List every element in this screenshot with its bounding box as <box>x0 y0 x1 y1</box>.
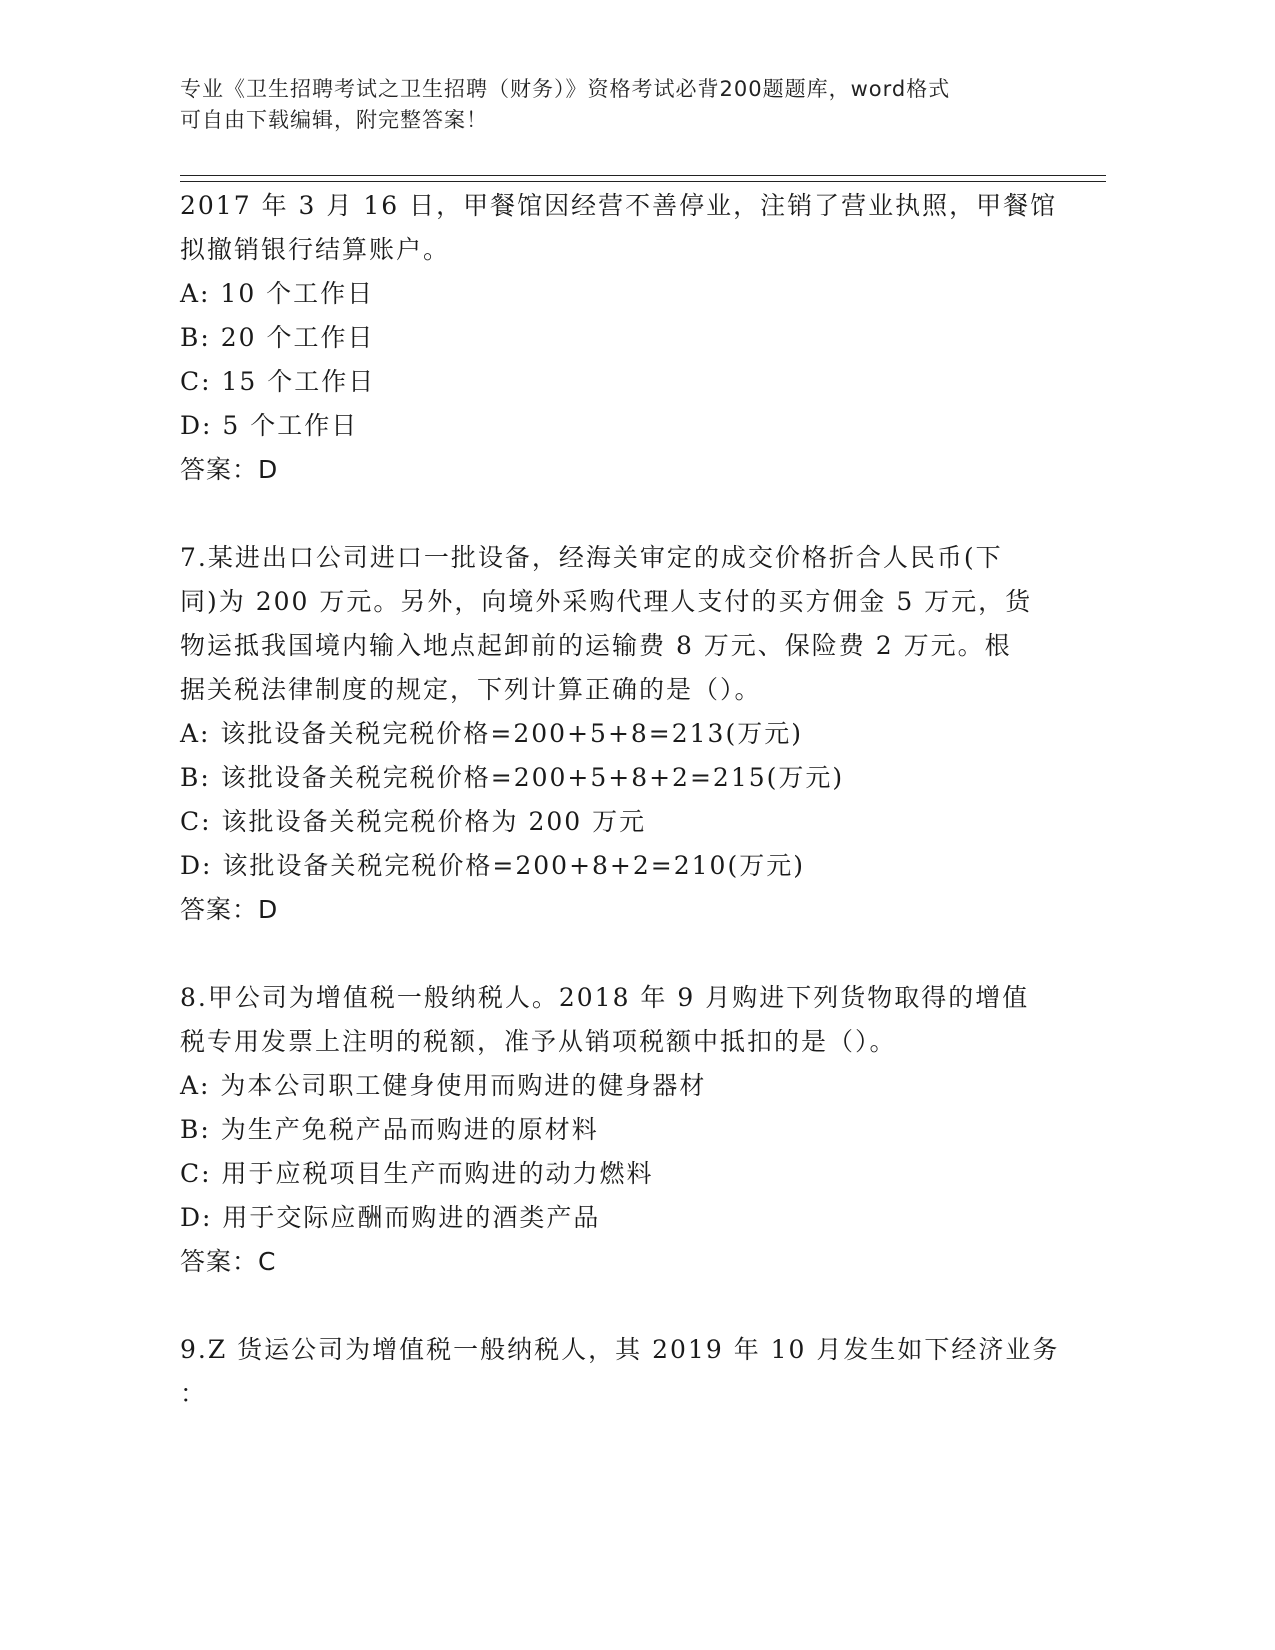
question-7-stem-line-2: 同)为 200 万元。另外，向境外采购代理人支付的买方佣金 5 万元，货 <box>180 587 1033 616</box>
document-header <box>180 74 1060 136</box>
header-title-line-1: 专业《卫生招聘考试之卫生招聘（财务）》资格考试必背200题题库，word格式 <box>180 77 951 101</box>
question-7 <box>180 536 1050 932</box>
question-7-stem-line-1: 7.某进出口公司进口一批设备，经海关审定的成交价格折合人民币(下 <box>180 543 1003 572</box>
question-8-stem-line-2: 税专用发票上注明的税额，准予从销项税额中抵扣的是（）。 <box>180 1027 897 1056</box>
question-6-option-a: A: 10 个工作日 <box>180 279 375 308</box>
question-9-stem-line-1: 9.Z 货运公司为增值税一般纳税人，其 2019 年 10 月发生如下经济业务 <box>180 1335 1060 1364</box>
header-title-line-2: 可自由下载编辑，附完整答案！ <box>180 108 488 132</box>
header-divider-top <box>180 175 1106 176</box>
question-6-stem-line-2: 拟撤销银行结算账户。 <box>180 235 451 264</box>
question-6-option-c: C: 15 个工作日 <box>180 367 376 396</box>
question-8-option-a: A: 为本公司职工健身使用而购进的健身器材 <box>180 1071 707 1100</box>
question-8-option-b: B: 为生产免税产品而购进的原材料 <box>180 1115 599 1144</box>
question-6-option-d: D: 5 个工作日 <box>180 411 359 440</box>
question-7-answer: 答案：D <box>180 895 279 924</box>
question-6-answer: 答案：D <box>180 455 279 484</box>
question-7-option-b: B: 该批设备关税完税价格=200+5+8+2=215(万元) <box>180 763 845 792</box>
question-8-answer: 答案：C <box>180 1247 277 1276</box>
question-8-stem-line-1: 8.甲公司为增值税一般纳税人。2018 年 9 月购进下列货物取得的增值 <box>180 983 1030 1012</box>
question-6 <box>180 184 1058 492</box>
spacer <box>180 932 1050 976</box>
question-8 <box>180 976 1050 1284</box>
question-6-stem-line-1: 2017 年 3 月 16 日，甲餐馆因经营不善停业，注销了营业执照，甲餐馆 <box>180 191 1058 220</box>
spacer <box>180 492 1050 536</box>
question-list <box>180 184 1060 1416</box>
header-divider-bottom <box>180 181 1106 182</box>
question-7-stem-line-4: 据关税法律制度的规定，下列计算正确的是（）。 <box>180 675 762 704</box>
question-8-option-d: D: 用于交际应酬而购进的酒类产品 <box>180 1203 601 1232</box>
question-9 <box>180 1328 1060 1416</box>
spacer <box>180 1284 1050 1328</box>
question-7-option-d: D: 该批设备关税完税价格=200+8+2=210(万元) <box>180 851 805 880</box>
question-7-stem-line-3: 物运抵我国境内输入地点起卸前的运输费 8 万元、保险费 2 万元。根 <box>180 631 1012 660</box>
question-8-option-c: C: 用于应税项目生产而购进的动力燃料 <box>180 1159 654 1188</box>
question-6-option-b: B: 20 个工作日 <box>180 323 375 352</box>
question-7-option-a: A: 该批设备关税完税价格=200+5+8=213(万元) <box>180 719 803 748</box>
question-9-stem-line-2: ： <box>180 1379 208 1408</box>
question-7-option-c: C: 该批设备关税完税价格为 200 万元 <box>180 807 647 836</box>
